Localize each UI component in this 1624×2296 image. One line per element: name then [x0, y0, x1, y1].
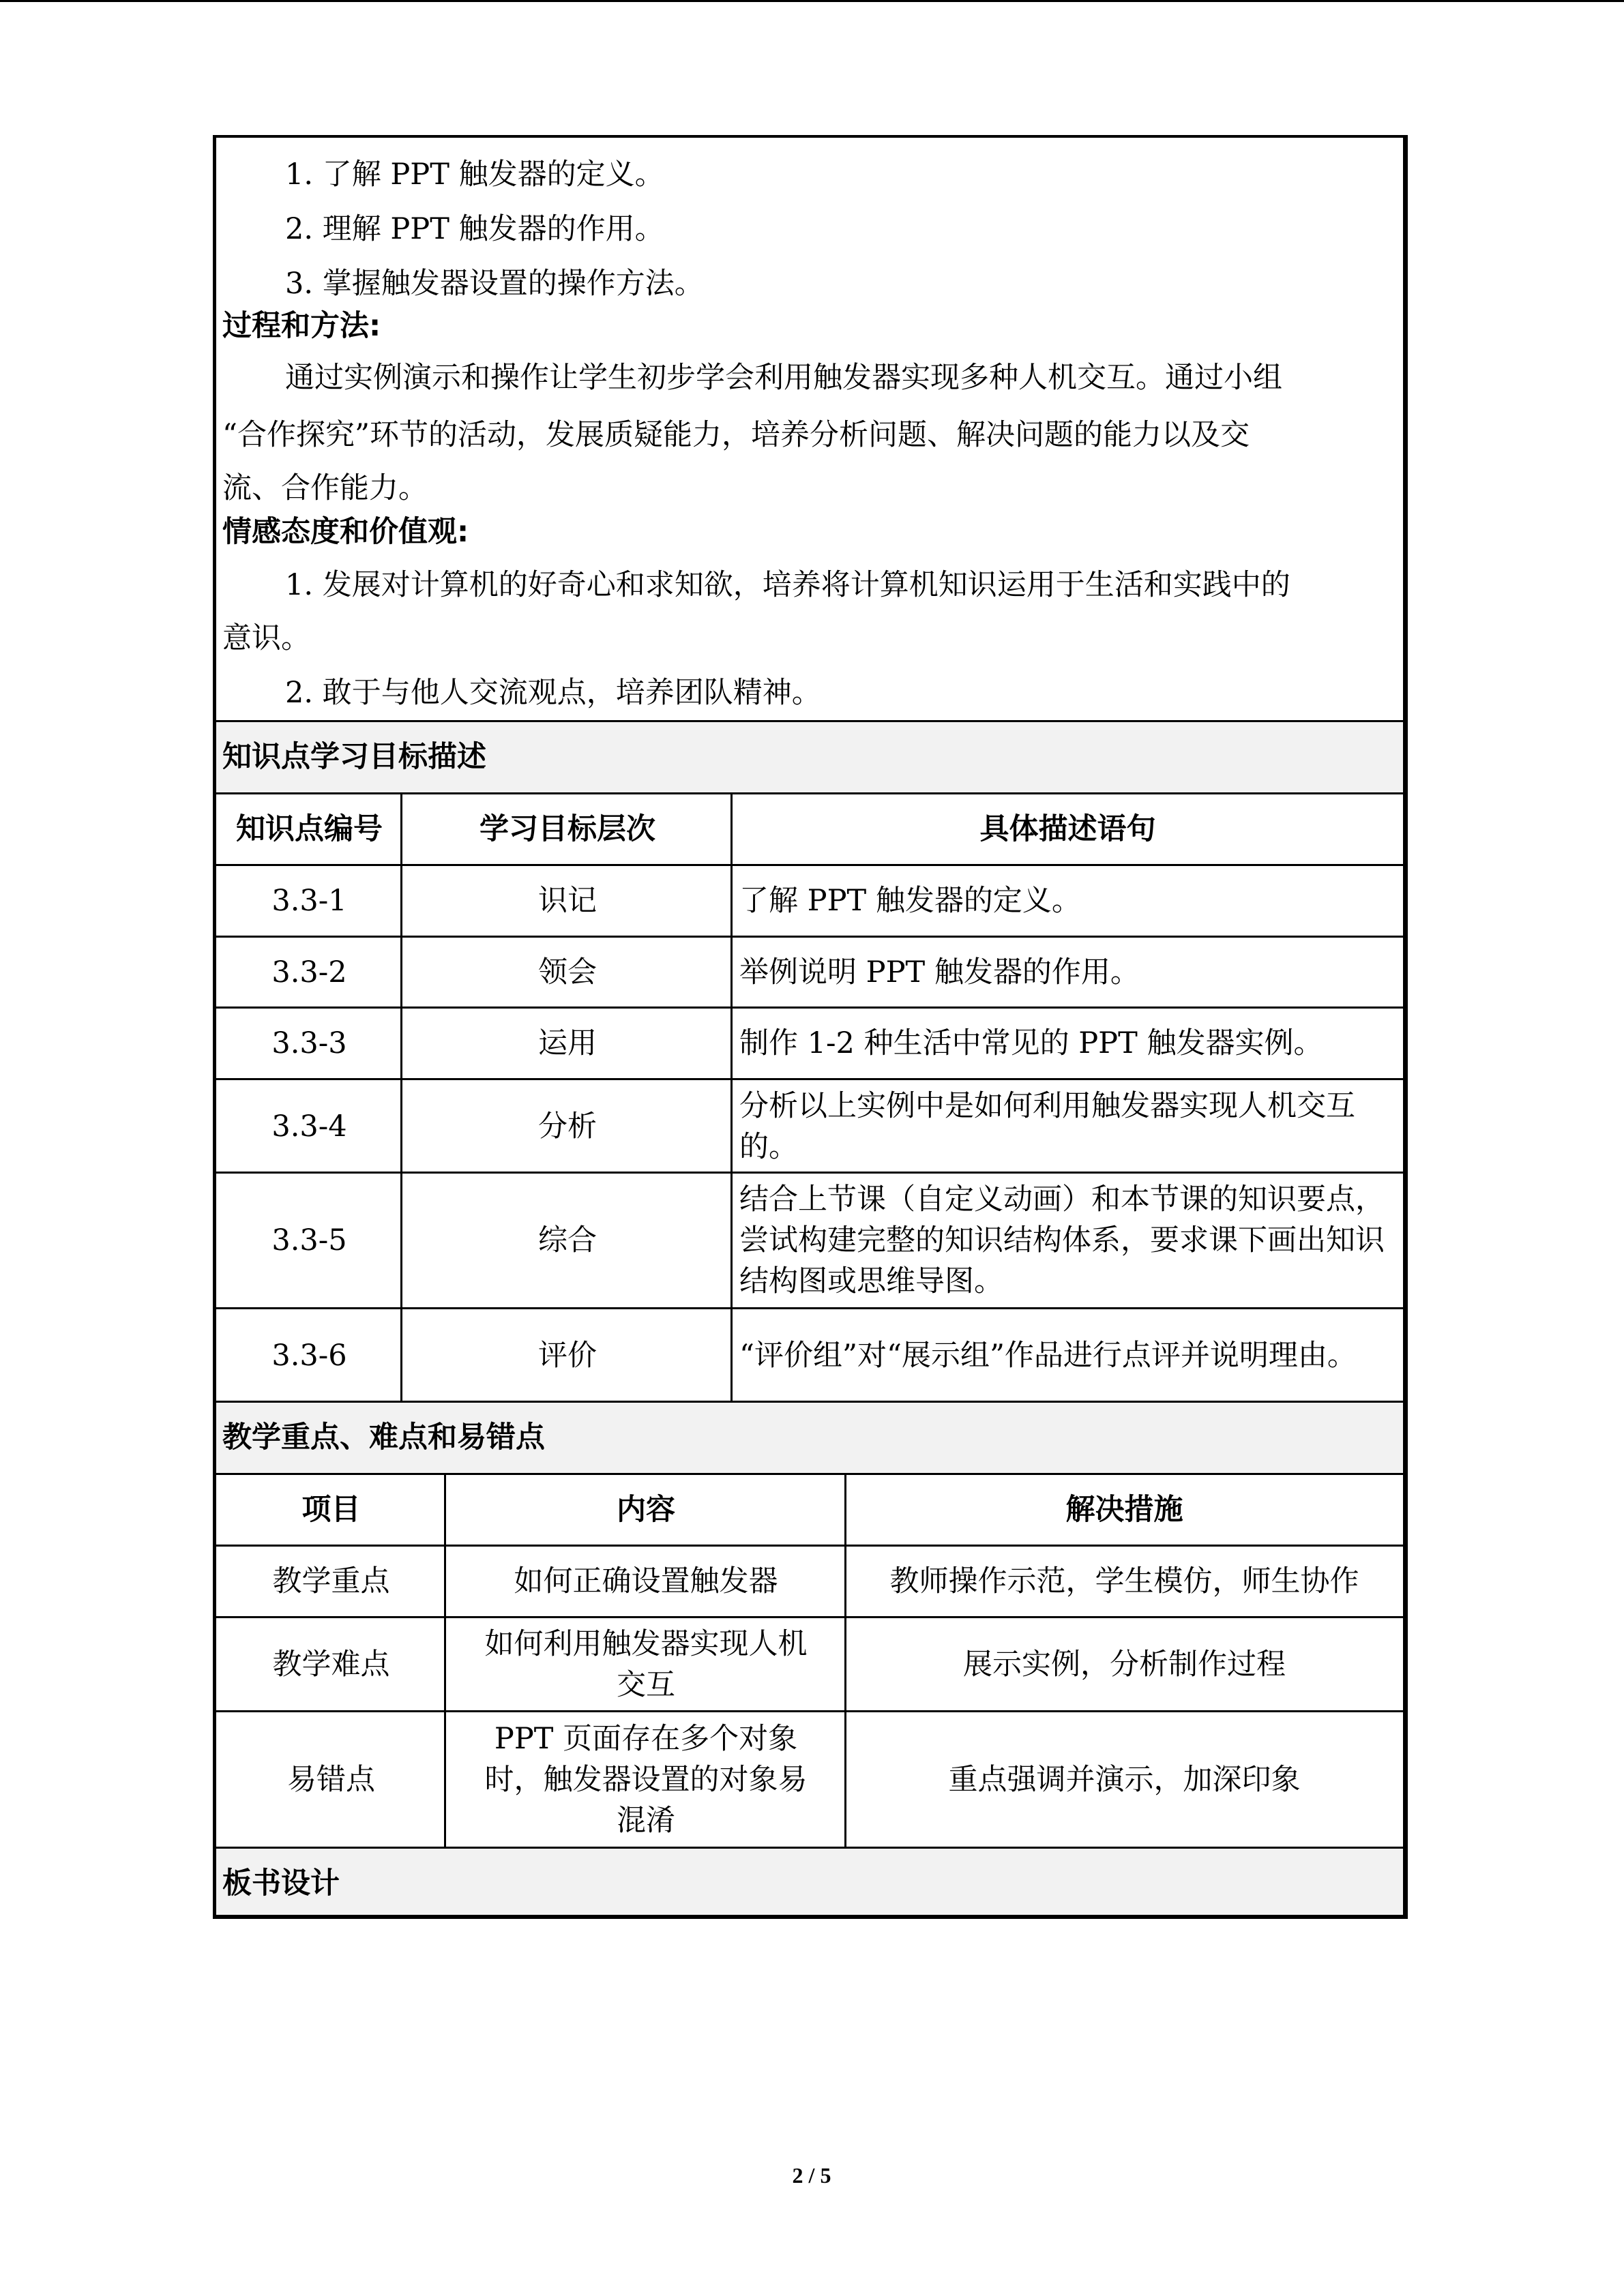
- row-divider: [216, 720, 1403, 722]
- process-line-1: 通过实例演示和操作让学生初步学会利用触发器实现多种人机交互。通过小组: [285, 361, 1282, 395]
- key-point-solution: 展示实例，分析制作过程: [963, 1647, 1286, 1682]
- objective-id: 3.3-2: [271, 955, 347, 989]
- objective-desc: 分析以上实例中是如何利用触发器实现人机交互的。: [739, 1089, 1355, 1164]
- column-divider: [730, 792, 733, 1401]
- objective-desc: 制作 1-2 种生活中常见的 PPT 触发器实例。: [739, 1026, 1323, 1060]
- objectives-header-level: 学习目标层次: [479, 812, 655, 846]
- attitude-line-3: 2. 敢于与他人交流观点，培养团队精神。: [285, 676, 821, 710]
- objective-level: 运用: [538, 1026, 597, 1060]
- page-number: 2 / 5: [792, 2163, 831, 2188]
- process-line-3: 流、合作能力。: [222, 471, 428, 505]
- key-point-solution: 教师操作示范，学生模仿，师生协作: [889, 1564, 1359, 1598]
- key-points-header-content: 内容: [617, 1493, 675, 1527]
- board-design-band: [216, 1849, 1403, 1915]
- process-line-2: “合作探究”环节的活动，发展质疑能力，培养分析问题、解决问题的能力以及交: [222, 418, 1250, 452]
- key-point-content: 如何正确设置触发器: [514, 1564, 778, 1598]
- objective-id: 3.3-1: [271, 884, 347, 918]
- knowledge-goal-1: 1. 了解 PPT 触发器的定义。: [285, 158, 664, 192]
- objective-id: 3.3-5: [271, 1223, 347, 1257]
- column-divider: [400, 792, 402, 1401]
- objective-desc: 举例说明 PPT 触发器的作用。: [739, 955, 1140, 989]
- key-point-item: 教学重点: [272, 1564, 390, 1598]
- key-point-item: 教学难点: [272, 1647, 390, 1682]
- key-point-content: PPT 页面存在多个对象时，触发器设置的对象易混淆: [484, 1722, 808, 1838]
- objective-desc: 结合上节课（自定义动画）和本节课的知识要点，尝试构建完整的知识结构体系，要求课下画出知识结构图或思维导图。: [739, 1182, 1385, 1298]
- knowledge-goal-3: 3. 掌握触发器设置的操作方法。: [285, 267, 704, 301]
- page-top-rule: [0, 0, 1624, 2]
- key-points-header-solution: 解决措施: [1065, 1493, 1183, 1527]
- objective-desc: 了解 PPT 触发器的定义。: [739, 884, 1081, 918]
- column-divider: [844, 1473, 846, 1847]
- objective-level: 综合: [538, 1223, 597, 1257]
- objectives-header-id: 知识点编号: [236, 812, 383, 846]
- attitude-line-2: 意识。: [222, 621, 310, 655]
- key-points-section-title: 教学重点、难点和易错点: [222, 1420, 545, 1455]
- knowledge-goal-2: 2. 理解 PPT 触发器的作用。: [285, 212, 664, 246]
- objectives-section-title: 知识点学习目标描述: [222, 740, 486, 774]
- objectives-header-desc: 具体描述语句: [979, 812, 1156, 846]
- objective-level: 评价: [538, 1338, 597, 1373]
- objective-level: 识记: [538, 884, 597, 918]
- objective-level: 分析: [538, 1109, 597, 1144]
- key-points-header-item: 项目: [301, 1493, 361, 1527]
- key-point-solution: 重点强调并演示，加深印象: [948, 1763, 1301, 1797]
- objective-desc: “评价组”对“展示组”作品进行点评并说明理由。: [739, 1338, 1357, 1373]
- objective-level: 领会: [538, 955, 597, 989]
- key-point-item: 易错点: [287, 1763, 375, 1797]
- attitude-line-1: 1. 发展对计算机的好奇心和求知欲，培养将计算机知识运用于生活和实践中的: [285, 568, 1290, 602]
- attitude-heading: 情感态度和价值观:: [222, 515, 469, 549]
- objective-id: 3.3-3: [271, 1026, 347, 1060]
- objective-id: 3.3-4: [271, 1109, 347, 1144]
- process-heading: 过程和方法:: [222, 309, 381, 343]
- objective-id: 3.3-6: [271, 1338, 347, 1373]
- board-design-title: 板书设计: [222, 1866, 340, 1900]
- key-point-content: 如何利用触发器实现人机交互: [484, 1626, 808, 1702]
- column-divider: [444, 1473, 446, 1847]
